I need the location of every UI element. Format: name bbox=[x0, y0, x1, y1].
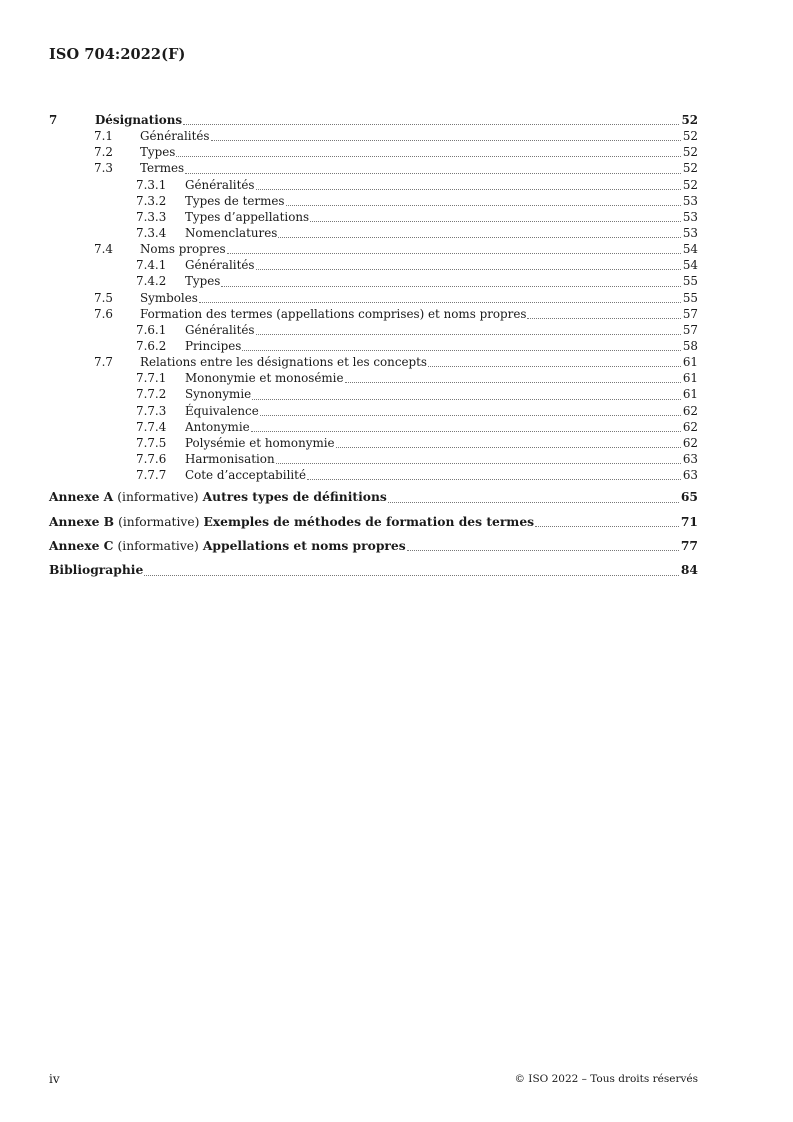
dot-leader bbox=[227, 253, 681, 254]
toc-entry[interactable] bbox=[49, 257, 698, 273]
dot-leader bbox=[256, 334, 681, 335]
dot-leader bbox=[183, 124, 679, 125]
toc-entry-page: 63 bbox=[682, 468, 698, 483]
toc-entry[interactable] bbox=[49, 306, 698, 322]
dot-leader bbox=[256, 269, 681, 270]
annex-page: 65 bbox=[680, 489, 698, 505]
document-id-header: ISO 704:2022(F) bbox=[49, 46, 186, 63]
toc-entry[interactable] bbox=[49, 370, 698, 386]
dot-leader bbox=[307, 479, 681, 480]
toc-entry-number: 7.7.7 bbox=[136, 468, 167, 483]
toc-annex-a[interactable] bbox=[49, 485, 698, 509]
toc-entry-title: Antonymie bbox=[185, 419, 250, 434]
toc-entry-title: Symboles bbox=[140, 290, 198, 305]
toc-entry-title: Relations entre les désignations et les concepts bbox=[140, 355, 428, 370]
toc-entry-page: 52 bbox=[682, 129, 698, 144]
annex-label: Annexe B bbox=[49, 513, 115, 529]
toc-entry-page: 62 bbox=[682, 419, 698, 434]
toc-entry-page: 52 bbox=[681, 113, 698, 127]
toc-entry-page: 53 bbox=[682, 193, 698, 208]
toc-entry-title: Polysémie et homonymie bbox=[185, 435, 335, 450]
toc-entry-number: 7 bbox=[49, 113, 58, 127]
annex-label: Annexe C bbox=[49, 538, 114, 554]
dot-leader bbox=[345, 382, 681, 383]
toc-entry-title: Généralités bbox=[185, 177, 255, 192]
toc-entry-title: Désignations bbox=[95, 113, 183, 127]
toc-entry-page: 57 bbox=[682, 322, 698, 337]
dot-leader bbox=[278, 237, 681, 238]
toc-entry-number: 7.6.2 bbox=[136, 338, 167, 353]
toc-entry-number: 7.7.6 bbox=[136, 451, 167, 466]
toc-entry[interactable] bbox=[49, 290, 698, 306]
toc-entry-title: Nomenclatures bbox=[185, 225, 278, 240]
toc-entry-page: 55 bbox=[682, 274, 698, 289]
toc-entry[interactable] bbox=[49, 467, 698, 483]
dot-leader bbox=[242, 350, 681, 351]
toc-annex-c[interactable] bbox=[49, 534, 698, 558]
toc-entry-number: 7.6.1 bbox=[136, 322, 167, 337]
toc-entry-page: 62 bbox=[682, 403, 698, 418]
toc-entry-number: 7.7 bbox=[94, 355, 113, 370]
toc-entry-title: Types de termes bbox=[185, 193, 285, 208]
dot-leader bbox=[527, 318, 680, 319]
dot-leader bbox=[221, 286, 680, 287]
annex-label: Annexe A bbox=[49, 489, 114, 505]
toc-entry[interactable] bbox=[49, 435, 698, 451]
bibliography-title: Bibliographie bbox=[49, 562, 144, 578]
toc-entry-page: 61 bbox=[682, 387, 698, 402]
toc-entry-title: Mononymie et monosémie bbox=[185, 371, 344, 386]
dot-leader bbox=[176, 156, 680, 157]
toc-entry[interactable] bbox=[49, 160, 698, 176]
annex-title: Exemples de méthodes de formation des termes bbox=[203, 513, 535, 529]
toc-entry[interactable] bbox=[49, 128, 698, 144]
toc-entry-page: 53 bbox=[682, 209, 698, 224]
dot-leader bbox=[286, 205, 681, 206]
toc-entry[interactable] bbox=[49, 354, 698, 370]
toc-entry-number: 7.6 bbox=[94, 306, 113, 321]
toc-entry-number: 7.7.5 bbox=[136, 435, 167, 450]
toc-entry-title: Généralités bbox=[140, 129, 210, 144]
toc-entry-title: Types d’appellations bbox=[185, 209, 310, 224]
toc-entry-number: 7.1 bbox=[94, 129, 113, 144]
toc-entry[interactable] bbox=[49, 144, 698, 160]
toc-entry-number: 7.4.1 bbox=[136, 258, 167, 273]
toc-entry-page: 53 bbox=[682, 225, 698, 240]
annex-list bbox=[49, 485, 698, 583]
annex-qualifier: (informative) bbox=[117, 490, 199, 505]
toc-entry-title: Noms propres bbox=[140, 242, 226, 257]
toc-bibliography[interactable] bbox=[49, 558, 698, 582]
toc-entry-title: Formation des termes (appellations comprises) et noms propres bbox=[140, 306, 527, 321]
toc-entry-number: 7.3 bbox=[94, 161, 113, 176]
toc-annex-b[interactable] bbox=[49, 510, 698, 534]
dot-leader bbox=[144, 575, 679, 576]
dot-leader bbox=[428, 366, 681, 367]
toc-entry[interactable] bbox=[49, 338, 698, 354]
toc-entry-number: 7.4.2 bbox=[136, 274, 167, 289]
toc-entry[interactable] bbox=[49, 386, 698, 402]
footer-copyright: © ISO 2022 – Tous droits réservés bbox=[514, 1073, 698, 1085]
dot-leader bbox=[535, 526, 679, 527]
toc-entry-page: 55 bbox=[682, 290, 698, 305]
toc-entry[interactable] bbox=[49, 451, 698, 467]
toc-entry-page: 62 bbox=[682, 435, 698, 450]
toc-entry-title: Généralités bbox=[185, 258, 255, 273]
bibliography-page: 84 bbox=[680, 562, 698, 578]
toc-entry-page: 54 bbox=[682, 242, 698, 257]
toc-entry[interactable] bbox=[49, 225, 698, 241]
dot-leader bbox=[407, 550, 679, 551]
toc-entry-title: Principes bbox=[185, 338, 242, 353]
toc-entry-title: Équivalence bbox=[185, 403, 259, 418]
annex-page: 71 bbox=[680, 513, 698, 529]
toc-entry-number: 7.3.4 bbox=[136, 225, 167, 240]
table-of-contents bbox=[49, 112, 698, 583]
annex-title: Appellations et noms propres bbox=[202, 538, 406, 554]
toc-entry-title: Synonymie bbox=[185, 387, 252, 402]
dot-leader bbox=[260, 415, 681, 416]
dot-leader bbox=[211, 140, 681, 141]
dot-leader bbox=[199, 302, 681, 303]
toc-entry-page: 54 bbox=[682, 258, 698, 273]
toc-entry[interactable] bbox=[49, 322, 698, 338]
toc-entry-number: 7.5 bbox=[94, 290, 113, 305]
dot-leader bbox=[185, 173, 681, 174]
toc-chapter-7[interactable] bbox=[49, 112, 698, 128]
dot-leader bbox=[251, 431, 681, 432]
toc-entry-number: 7.7.4 bbox=[136, 419, 167, 434]
toc-entry[interactable] bbox=[49, 273, 698, 289]
annex-page: 77 bbox=[680, 538, 698, 554]
dot-leader bbox=[310, 221, 681, 222]
annex-title: Autres types de définitions bbox=[202, 489, 387, 505]
toc-entry-page: 57 bbox=[682, 306, 698, 321]
toc-entry-title: Termes bbox=[140, 161, 185, 176]
toc-entry-number: 7.3.2 bbox=[136, 193, 167, 208]
annex-qualifier: (informative) bbox=[117, 539, 199, 554]
toc-entry-title: Cote d’acceptabilité bbox=[185, 468, 307, 483]
footer-page-number: iv bbox=[49, 1072, 60, 1086]
toc-entry-page: 52 bbox=[682, 161, 698, 176]
toc-entry-title: Généralités bbox=[185, 322, 255, 337]
toc-entry-number: 7.4 bbox=[94, 242, 113, 257]
toc-entry-page: 61 bbox=[682, 371, 698, 386]
toc-entry-page: 63 bbox=[682, 451, 698, 466]
toc-entry[interactable] bbox=[49, 193, 698, 209]
dot-leader bbox=[336, 447, 681, 448]
toc-entry-title: Types bbox=[140, 145, 176, 160]
toc-entry-page: 52 bbox=[682, 145, 698, 160]
toc-entry-number: 7.3.3 bbox=[136, 209, 167, 224]
toc-entry-number: 7.7.2 bbox=[136, 387, 167, 402]
dot-leader bbox=[388, 502, 679, 503]
toc-entry-page: 61 bbox=[682, 355, 698, 370]
toc-entry[interactable] bbox=[49, 241, 698, 257]
toc-entry-number: 7.2 bbox=[94, 145, 113, 160]
toc-entry-title: Harmonisation bbox=[185, 451, 275, 466]
toc-entry-page: 52 bbox=[682, 177, 698, 192]
dot-leader bbox=[276, 463, 681, 464]
dot-leader bbox=[256, 189, 681, 190]
toc-entry[interactable] bbox=[49, 177, 698, 193]
annex-qualifier: (informative) bbox=[118, 514, 200, 529]
toc-entry[interactable] bbox=[49, 419, 698, 435]
toc-entry-number: 7.7.3 bbox=[136, 403, 167, 418]
toc-entry-number: 7.7.1 bbox=[136, 371, 167, 386]
toc-entry-page: 58 bbox=[682, 338, 698, 353]
toc-entry-title: Types bbox=[185, 274, 221, 289]
toc-entry[interactable] bbox=[49, 403, 698, 419]
toc-entry-number: 7.3.1 bbox=[136, 177, 167, 192]
dot-leader bbox=[252, 399, 681, 400]
toc-entry[interactable] bbox=[49, 209, 698, 225]
